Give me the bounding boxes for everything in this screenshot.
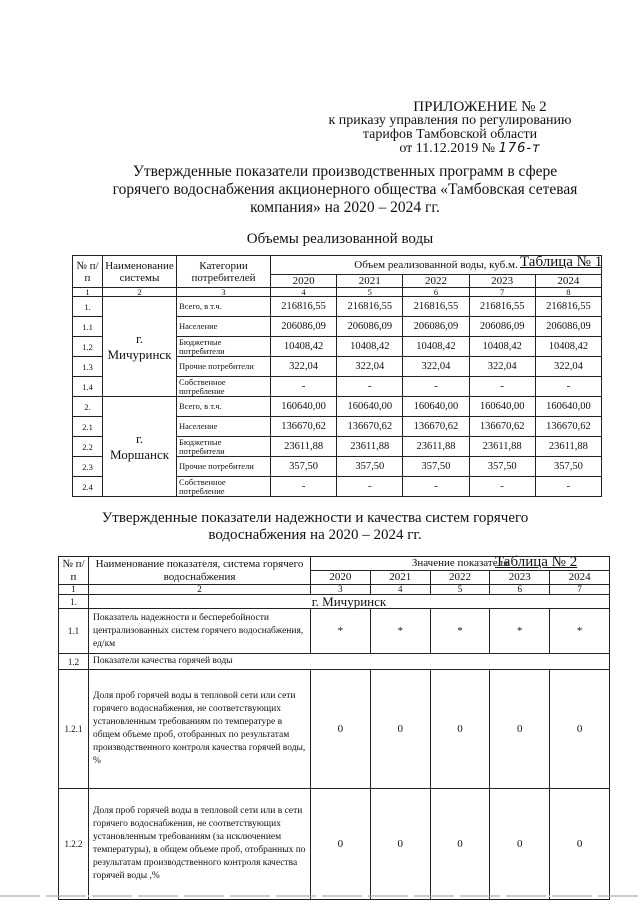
- row-number: 1.2: [59, 654, 89, 670]
- volume-value: 322,04: [337, 357, 403, 377]
- table2-label: Таблица № 2: [495, 554, 578, 570]
- indicator-value: 0: [311, 670, 371, 789]
- row-number: 2.2: [73, 437, 103, 457]
- col-header-name: Наименование показателя, система горячего водоснабжения: [89, 557, 311, 585]
- table-row: [59, 609, 610, 654]
- column-number: 7: [469, 288, 535, 297]
- col-header-volume: Объем реализованной воды, куб.м.: [271, 256, 602, 275]
- table1-subtitle: Объемы реализованной воды: [246, 231, 434, 247]
- volume-value: -: [271, 477, 337, 497]
- volume-value: 160640,00: [403, 397, 469, 417]
- col-header-value: Значение показателя: [311, 557, 610, 571]
- indicator-value: 0: [490, 789, 550, 900]
- column-number: 8: [535, 288, 601, 297]
- row-number: 1.2: [73, 337, 103, 357]
- consumer-category: Население: [177, 317, 271, 337]
- volume-value: 10408,42: [469, 337, 535, 357]
- volume-value: 23611,88: [271, 437, 337, 457]
- year-header: 2021: [337, 275, 403, 288]
- column-number: 7: [550, 585, 610, 595]
- column-number: 4: [370, 585, 430, 595]
- appendix-authority-line: тарифов Тамбовской области: [362, 127, 538, 142]
- col-header-system: Наименование системы: [103, 256, 177, 288]
- volume-value: 322,04: [403, 357, 469, 377]
- column-number: 1: [73, 288, 103, 297]
- volume-value: 136670,62: [469, 417, 535, 437]
- indicator-value: 0: [311, 789, 371, 900]
- indicator-name: Показатель надежности и бесперебойности централизованных систем горячего водоснабжения, ед/км: [89, 609, 311, 654]
- indicator-group-name: Показатели качества горячей воды: [89, 654, 610, 670]
- year-header: 2023: [469, 275, 535, 288]
- document-title: [95, 163, 595, 217]
- volume-value: 10408,42: [535, 337, 601, 357]
- row-number: 1.: [59, 595, 89, 609]
- row-number: 2.: [73, 397, 103, 417]
- volume-value: -: [337, 377, 403, 397]
- year-header: 2022: [403, 275, 469, 288]
- volume-value: 206086,09: [337, 317, 403, 337]
- indicator-name: Доля проб горячей воды в тепловой сети или в сети горячего водоснабжения, не соответствующих установленным требованиям (за исключением температуры), в общем объеме проб, отобранных по результатам производственного контроля качества горячей воды ,%: [89, 789, 311, 900]
- volume-value: -: [337, 477, 403, 497]
- row-number: 1.: [73, 297, 103, 317]
- appendix-header: [300, 100, 600, 156]
- section-row: [59, 595, 610, 609]
- volume-value: 216816,55: [469, 297, 535, 317]
- volume-value: -: [469, 477, 535, 497]
- column-number: 6: [403, 288, 469, 297]
- year-header: 2024: [550, 571, 610, 585]
- volume-value: 206086,09: [403, 317, 469, 337]
- volume-value: -: [535, 477, 601, 497]
- consumer-category: Собственное потребление: [177, 377, 271, 397]
- volume-value: 357,50: [337, 457, 403, 477]
- consumer-category: Прочие потребители: [177, 357, 271, 377]
- volume-value: 160640,00: [469, 397, 535, 417]
- indicator-value: 0: [370, 670, 430, 789]
- volume-value: 216816,55: [337, 297, 403, 317]
- indicator-value: 0: [550, 670, 610, 789]
- col-header-num: № п/п: [59, 557, 89, 585]
- volume-value: 160640,00: [535, 397, 601, 417]
- row-number: 2.3: [73, 457, 103, 477]
- row-number: 1.3: [73, 357, 103, 377]
- volume-value: 206086,09: [271, 317, 337, 337]
- table2-title: [100, 510, 530, 544]
- indicator-value: *: [490, 609, 550, 654]
- column-number: 1: [59, 585, 89, 595]
- indicator-value: *: [370, 609, 430, 654]
- row-number: 1.1: [73, 317, 103, 337]
- col-header-category: Категории потребителей: [177, 256, 271, 288]
- volume-value: 216816,55: [535, 297, 601, 317]
- row-number: 1.2.1: [59, 670, 89, 789]
- table-row: [73, 297, 602, 317]
- indicator-value: 0: [430, 670, 490, 789]
- volume-value: 160640,00: [271, 397, 337, 417]
- volume-value: 136670,62: [337, 417, 403, 437]
- indicator-value: *: [311, 609, 371, 654]
- volume-value: 216816,55: [271, 297, 337, 317]
- order-date: от 11.12.2019 №: [399, 141, 496, 156]
- table1-label: Таблица № 1: [520, 254, 603, 270]
- consumer-category: Всего, в т.ч.: [177, 397, 271, 417]
- system-name: г. Моршанск: [103, 397, 177, 497]
- table-row: [73, 397, 602, 417]
- volume-value: 216816,55: [403, 297, 469, 317]
- volume-value: 357,50: [403, 457, 469, 477]
- column-number: 6: [490, 585, 550, 595]
- column-number: 4: [271, 288, 337, 297]
- volume-value: 357,50: [535, 457, 601, 477]
- volume-value: 136670,62: [403, 417, 469, 437]
- consumer-category: Бюджетные потребители: [177, 337, 271, 357]
- year-header: 2024: [535, 275, 601, 288]
- table2-title-line-1: Утвержденные показатели надежности и качества систем горячего: [101, 510, 529, 526]
- volume-value: 322,04: [469, 357, 535, 377]
- volume-value: 23611,88: [535, 437, 601, 457]
- consumer-category: Население: [177, 417, 271, 437]
- year-header: 2020: [271, 275, 337, 288]
- volume-value: 322,04: [271, 357, 337, 377]
- column-number: 5: [430, 585, 490, 595]
- volume-value: 10408,42: [337, 337, 403, 357]
- system-name: г. Мичуринск: [103, 297, 177, 397]
- column-number: 3: [311, 585, 371, 595]
- column-number: 2: [103, 288, 177, 297]
- volume-value: 136670,62: [271, 417, 337, 437]
- table-row: [59, 789, 610, 900]
- column-number: 2: [89, 585, 311, 595]
- year-header: 2021: [370, 571, 430, 585]
- volume-value: 322,04: [535, 357, 601, 377]
- volume-value: 206086,09: [535, 317, 601, 337]
- volume-value: 23611,88: [403, 437, 469, 457]
- water-volume-table: [72, 255, 602, 497]
- table-row: [59, 670, 610, 789]
- row-number: 2.4: [73, 477, 103, 497]
- appendix-order-line: к приказу управления по регулированию: [328, 113, 572, 128]
- scan-edge-artifact: [0, 895, 640, 897]
- row-number: 1.4: [73, 377, 103, 397]
- table2-title-line-2: водоснабжения на 2020 – 2024 гг.: [208, 527, 422, 543]
- volume-value: 10408,42: [271, 337, 337, 357]
- volume-value: 136670,62: [535, 417, 601, 437]
- appendix-title: ПРИЛОЖЕНИЕ № 2: [413, 99, 547, 115]
- consumer-category: Прочие потребители: [177, 457, 271, 477]
- appendix-date-line: [340, 142, 600, 156]
- consumer-category: Всего, в т.ч.: [177, 297, 271, 317]
- indicator-value: 0: [490, 670, 550, 789]
- table-row: [59, 654, 610, 670]
- volume-value: 10408,42: [403, 337, 469, 357]
- row-number: 1.1: [59, 609, 89, 654]
- indicator-value: 0: [370, 789, 430, 900]
- volume-value: -: [535, 377, 601, 397]
- volume-value: 23611,88: [337, 437, 403, 457]
- column-number: 3: [177, 288, 271, 297]
- volume-value: 206086,09: [469, 317, 535, 337]
- volume-value: 357,50: [469, 457, 535, 477]
- volume-value: -: [469, 377, 535, 397]
- volume-value: 23611,88: [469, 437, 535, 457]
- indicator-value: 0: [550, 789, 610, 900]
- col-header-num: № п/п: [73, 256, 103, 288]
- volume-value: 357,50: [271, 457, 337, 477]
- volume-value: -: [271, 377, 337, 397]
- title-line-2: горячего водоснабжения акционерного общества «Тамбовская сетевая: [112, 181, 578, 198]
- row-number: 1.2.2: [59, 789, 89, 900]
- indicator-value: 0: [430, 789, 490, 900]
- year-header: 2022: [430, 571, 490, 585]
- row-number: 2.1: [73, 417, 103, 437]
- year-header: 2020: [311, 571, 371, 585]
- indicator-value: *: [430, 609, 490, 654]
- reliability-quality-table: [58, 556, 610, 900]
- city-name: г. Мичуринск: [89, 595, 610, 609]
- indicator-value: *: [550, 609, 610, 654]
- year-header: 2023: [490, 571, 550, 585]
- volume-value: -: [403, 477, 469, 497]
- handwritten-order-number: 176-т: [498, 141, 541, 156]
- title-line-1: Утвержденные показатели производственных программ в сфере: [132, 163, 558, 180]
- column-number: 5: [337, 288, 403, 297]
- consumer-category: Собственное потребление: [177, 477, 271, 497]
- consumer-category: Бюджетные потребители: [177, 437, 271, 457]
- indicator-name: Доля проб горячей воды в тепловой сети или сети горячего водоснабжения, не соответствующих установленным требованиям по температуре в общем объеме проб, отобранных по результатам производственного контроля качества горячей воды, %: [89, 670, 311, 789]
- title-line-3: компания» на 2020 – 2024 гг.: [250, 199, 440, 216]
- volume-value: -: [403, 377, 469, 397]
- volume-value: 160640,00: [337, 397, 403, 417]
